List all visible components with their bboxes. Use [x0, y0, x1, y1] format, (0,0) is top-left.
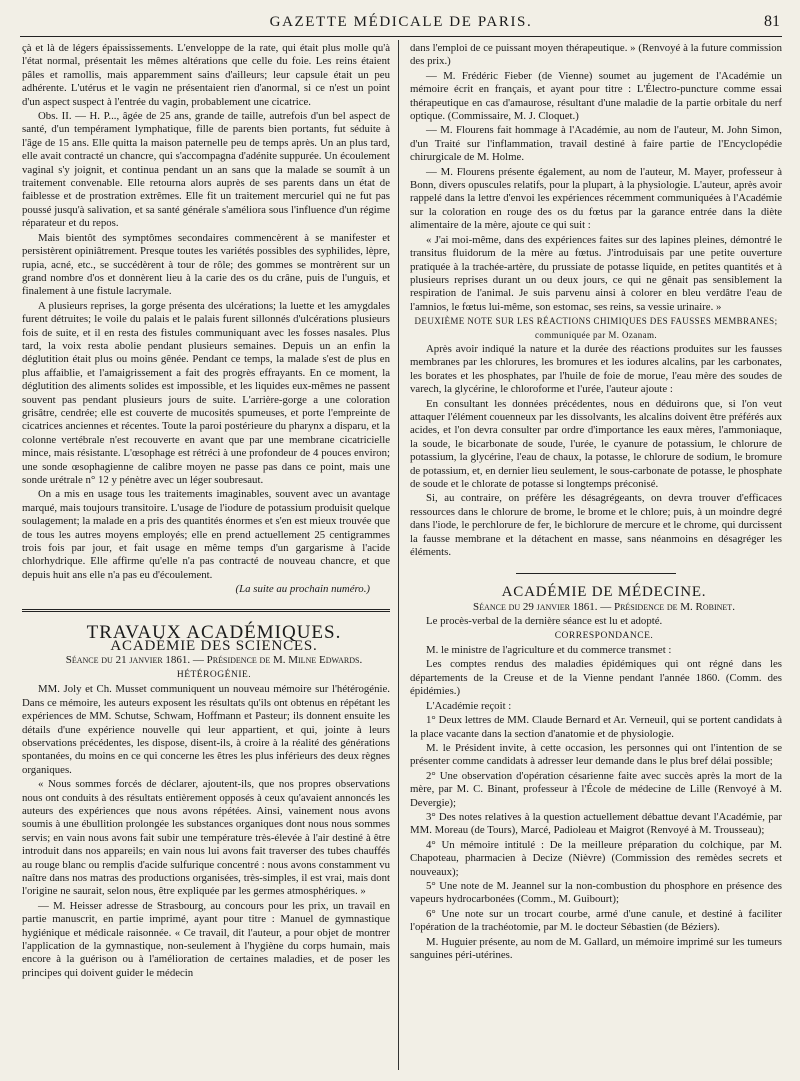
page-header — [20, 10, 782, 37]
paragraph: M. le Président invite, à cette occasion, les personnes qui ont l'intention de se présenter comme candidats à adresser leur demande dans le plus bref délai possible; — [410, 741, 782, 768]
paragraph: Le procès-verbal de la dernière séance est lu et adopté. — [426, 615, 663, 628]
paragraph: Mais bientôt des symptômes secondaires commencèrent à se manifester et persistèrent opiniâtrement. Presque toutes les variétés possibles des syphilides, lèpre, rupia, acné, etc., se succédèrent à tour de rôle; des gommes se montrèrent sur un grand nombre d'os et donnèrent lieu à la carie des os du crâne, puis de l'unguis, et finalement à une fistule lacrymale. — [22, 231, 390, 298]
left-column — [22, 42, 390, 980]
page-number: 81 — [764, 13, 780, 30]
paragraph: 2° Une observation d'opération césarienne faite avec succès après la mort de la mère, par M. C. Binant, professeur à l'École de médecine de Lille (Renvoyé à M. Devergie); — [410, 769, 782, 809]
session-line: Séance du 21 janvier 1861. — Présidence de M. Milne Edwards. — [65, 654, 363, 667]
paragraph: 4° Un mémoire intitulé : De la meilleure préparation du colchique, par M. Chapoteau, pharmacien à Decize (Nièvre) (Commission des remèdes secrets et nouveaux); — [410, 838, 782, 878]
paragraph: Après avoir indiqué la nature et la durée des réactions produites sur les fausses membranes par les chlorures, les bromures et les iodures alcalins, par les carbonates, les borates et les phosphates, par l'huile de foie de morue, l'eau mère des soudes de varech, la glycérine, le chloroforme et l'urée, l'auteur ajoute : — [410, 342, 782, 396]
column-divider — [398, 40, 399, 1070]
paragraph: M. Huguier présente, au nom de M. Gallard, un mémoire imprimé sur les tumeurs sanguines péri-utérines. — [410, 935, 782, 961]
paragraph: 6° Une note sur un trocart courbe, armé d'une canule, et destiné à faciliter l'opération de la trachéotomie, par M. le docteur Sébastien (de Béziers). — [410, 907, 782, 934]
paragraph: On a mis en usage tous les traitements imaginables, souvent avec un avantage marqué, mais toujours transitoire. L'usage de l'iodure de potassium produisit quelque soulagement; la malade en a pris des quantités énormes et s'en est mieux trouvée que de tous les autres moyens employés; elle en prend actuellement 25 centigrammes trois fois par jour, et fait usage en même temps d'un gargarisme à l'acide chlorhydrique. Elle affirme qu'elle n'a pas contracté de nouveau chancre, et que depuis huit ans elle n'a pas eu d'écoulement. — [22, 488, 390, 581]
paragraph: Obs. II. — H. P..., âgée de 25 ans, grande de taille, autrefois d'un bel aspect de santé, d'un tempérament lymphatique, fille de parents bien portants, fut séduite à l'âge de 15 ans. Elle quitta la maison paternelle peu de temps après. Un an plus tard, elle avait contracté un chancre, qui s'accompagna d'adénite suppurée. Un écoulement vaginal s'y joignit, et continua pendant un an sans que la malade se soumît à un traitement convenable. Elle retourna alors auprès de ses parents dans un état de faiblesse et de prostration extrêmes. Elle fit un traitement mercuriel qui ne fut pas poussé jusqu'à salivation, et sa santé générale s'améliora sous l'influence d'un régime réparateur et du repos. — [22, 110, 390, 230]
section-rule — [22, 609, 390, 612]
paragraph: 3° Des notes relatives à la question actuellement débattue devant l'Académie, par MM. Moreau (de Tours), Marcé, Padioleau et Maigrot (Renvoyé à M. Trousseau); — [410, 810, 782, 837]
subheading: CORRESPONDANCE. — [554, 630, 654, 641]
paragraph: MM. Joly et Ch. Musset communiquent un nouveau mémoire sur l'hétérogénie. Dans ce mémoire, les auteurs exposent les résultats qu'ils ont obtenus en répétant les expériences de MM. Schutse, Schwam, Hoffmann et Pasteur; ils donnent ensuite les détails d'une expérience nouvelle qui leur appartient, et qui, jointe à leurs observations précédentes, les dispose, disent-ils, à croire à la réalité des générations spontanées, du moins en ce qui concerne les êtres les plus inférieurs des deux règnes organiques. — [22, 683, 390, 776]
right-column — [410, 42, 782, 962]
section-heading: TRAVAUX ACADÉMIQUES. — [86, 621, 342, 643]
paragraph: 5° Une note de M. Jeannel sur la non-combustion du phosphore en présence des vapeurs hydrocarbonées (Comm., M. Guibourt); — [410, 879, 782, 906]
paragraph: — M. Flourens fait hommage à l'Académie, au nom de l'auteur, M. John Simon, d'un Traité sur l'inflammation, travail destiné à faire partie de l'Encyclopédie chirurgicale de M. Holme. — [410, 124, 782, 164]
paragraph: « Nous sommes forcés de déclarer, ajoutent-ils, que nos propres observations nous ont conduits à des résultats entièrement opposés à ceux qu'avaient annoncés les auteurs des expériences que nous avons répétées. Ainsi, vainement nous avons soumis à une ébullition prolongée les substances organiques dont nous nous sommes servis; en vain nous avons fait subir une température très-élevée à l'air destiné à être introduit dans nos appareils; en vain nous lui avons fait traverser des tubes chauffés au rouge blanc ou remplis d'acide sulfurique concentré : nous avons constamment vu naître dans nos matras des productions organisées, très-simples, il est vrai, mais dont l'origine ne saurait, selon nous, être expliquée par les germes atmosphériques. » — [22, 778, 390, 898]
paragraph: En consultant les données précédentes, nous en déduirons que, si l'on veut attaquer l'élément couenneux par les dissolvants, les alcalins doivent être préférés aux acides, et l'on devra consulter par ordre d'importance les eaux mères, l'ammoniaque, la soude, le bicarbonate de soude, l'urée, le cyanure de potassium, le chlorure de potassium, la glycérine, l'eau de chaux, la potasse, le chlorure de sodium, le bromure de potassium, et, en dernier lieu seulement, le sous-carbonate de potasse, le phosphate de soude et le chlorate de potasse si longtemps préconisé. — [410, 397, 782, 490]
session-line: Séance du 29 janvier 1861. — Présidence de M. Robinet. — [473, 600, 735, 613]
paragraph: M. le ministre de l'agriculture et du commerce transmet : — [426, 644, 672, 657]
academy-heading: ACADÉMIE DE MÉDECINE. — [501, 584, 707, 601]
paragraph: — M. Heisser adresse de Strasbourg, au concours pour les prix, un travail en partie manuscrit, en partie imprimé, ayant pour titre : Manuel de gymnastique hygiénique et médicale raisonnée. « Ce travail, dit l'auteur, a pour objet de montrer l'application de la gymnastique, non-seulement à l'hygiène du corps humain, mais encore à la guérison ou à l'amélioration de certaines maladies, et de poser les principes qui doivent guider le médecin — [22, 899, 390, 979]
paragraph: dans l'emploi de ce puissant moyen thérapeutique. » (Renvoyé à la future commission des prix.) — [410, 42, 782, 68]
academy-heading: ACADÉMIE DES SCIENCES. — [110, 638, 318, 655]
quote-paragraph: « J'ai moi-même, dans des expériences faites sur des lapines pleines, démontré le transitus fluidorum de la mère au fœtus. J'introduisais par une petite ouverture pratiquée à la trachée-artère, du prussiate de potasse liquide, en petites quantités et à plusieurs reprises durant un ou deux jours, ce qui ne gênait pas sensiblement la respiration de l'animal. Je suis parvenu ainsi à colorer en bleu verdâtre l'eau de l'amnios, le fœtus lui-même, son estomac, ses reins, sa vessie urinaire. » — [410, 233, 782, 313]
paragraph: L'Académie reçoit : — [426, 699, 512, 712]
paragraph: çà et là de légers épaississements. L'enveloppe de la rate, qui était plus molle qu'à l'état normal, présentait les mêmes altérations que celle du foie. Les reins étaient pâles et ramollis, mais apparemment sains d'ailleurs; leur capsule était un peu adhérente. L'utérus et le vagin ne présentaient rien d'anormal, si ce n'est un point d'un aspect suspect à l'entrée du vagin, probablement une cicatrice. — [22, 42, 390, 108]
section-rule — [516, 573, 676, 574]
paragraph: Les comptes rendus des maladies épidémiques qui ont régné dans les départements de la Creuse et de la Vienne pendant l'année 1860. (Comm. des épidémies.) — [410, 658, 782, 698]
paragraph: — M. Frédéric Fieber (de Vienne) soumet au jugement de l'Académie un mémoire écrit en français, et ayant pour titre : L'Électro-puncture comme essai thérapeutique en cas d'amaurose, résultant d'une maladie de la partie orbitale du nerf optique. (Commissaire, M. J. Cloquet.) — [410, 69, 782, 123]
paragraph: Si, au contraire, on préfère les désagrégeants, on devra trouver d'efficaces ressources dans le chlorure de brome, le brome et le chlore; puis, à un moindre degré dans l'iode, le perchlorure de fer, le bichlorure de mercure et le chrome, qui durcissent la fausse membrane et la détachent en masse, sans néanmoins en désagréger les éléments. — [410, 492, 782, 559]
journal-title: GAZETTE MÉDICALE DE PARIS. — [269, 14, 533, 30]
paragraph: 1° Deux lettres de MM. Claude Bernard et Ar. Verneuil, qui se portent candidats à la place vacante dans la section d'anatomie et de physiologie. — [410, 714, 782, 740]
paragraph: — M. Flourens présente également, au nom de l'auteur, M. Mayer, professeur à Bonn, divers opuscules relatifs, pour la plupart, à la physiologie. L'auteur, après avoir rappelé dans la lettre d'envoi les expériences récemment communiquées à l'Académie sur la coloration en rouge des os du fœtus par la garance entrée dans la diète alimentaire de la mère, ajoute ce qui suit : — [410, 165, 782, 232]
note-heading: DEUXIÈME NOTE SUR LES RÉACTIONS CHIMIQUES DES FAUSSES MEMBRANES; communiquée par M. Ozanam. — [414, 316, 778, 340]
subheading: HÉTÉROGÉNIE. — [176, 669, 252, 680]
paragraph: A plusieurs reprises, la gorge présenta des ulcérations; la luette et les amygdales furent détruites; le voile du palais et le palais furent sillonnés d'ulcérations plusieurs fois de suite, et il en resta des fistules communiquant avec les fosses nasales. Plus tard, la voix resta abolie pendant plusieurs semaines. Depuis un an enfin la déglutition était plus ou moins gênée. Pendant ce temps, la malade s'est de plus en plus affaiblie, et l'amaigrissement a fait des progrès effrayants. En ce moment, la déglutition des aliments solides est impossible, et les liquides eux-mêmes ne passent souvent pas pendant plusieurs jours de suite. L'arrière-gorge a une coloration grisâtre, cendrée; elle est couverte de mucosités spumeuses, et porte l'empreinte de cicatrices anciennes et récentes. Toute la paroi postérieure du pharynx a disparu, et la colonne vertébrale n'est recouverte en avant que par une membrane cicatricielle mince, mais résistante. L'œsophage est rétréci à une profondeur de 4 pouces environ; une sonde œsophagienne de calibre moyen ne passe pas dans ce point, mais une sonde urétrale n° 12 y pénètre avec un léger soubresaut. — [22, 299, 390, 486]
continued-note: (La suite au prochain numéro.) — [235, 583, 370, 596]
